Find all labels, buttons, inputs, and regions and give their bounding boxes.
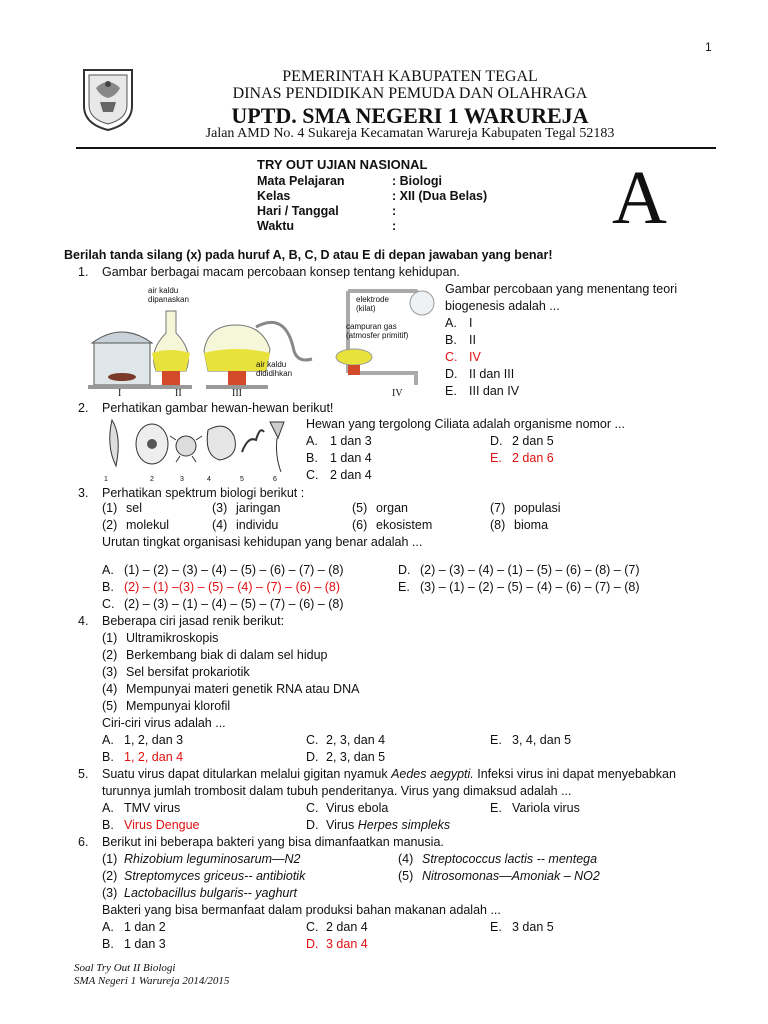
q4-item-5-text: Mempunyai klorofil <box>126 699 231 713</box>
q4-option-b-letter: B. <box>102 750 114 764</box>
q6-item-5-text: Nitrosomonas—Amoniak – NO2 <box>422 869 600 883</box>
q6-item-2-text: Streptomyces griceus-- antibiotik <box>124 869 306 883</box>
q5-option-e-text: Variola virus <box>512 801 580 815</box>
q2-option-e-text: 2 dan 6 <box>512 451 554 465</box>
q3-item-7-num: (7) <box>490 501 506 515</box>
q4-option-e[interactable] <box>490 733 572 747</box>
fig-num-2: 2 <box>150 476 154 483</box>
q3-item-5-text: organ <box>376 501 408 515</box>
q4-option-e-text: 3, 4, dan 5 <box>512 733 572 747</box>
page-number: 1 <box>705 40 712 54</box>
fig-label-electrode: elektrode (kilat) <box>356 295 389 313</box>
fig-num-1: 1 <box>104 476 108 483</box>
q6-item-5-num: (5) <box>398 869 414 883</box>
school-address: Jalan AMD No. 4 Sukareja Kecamatan Warureja Kabupaten Tegal 52183 <box>205 126 615 141</box>
q4-item-3-text: Sel bersifat prokariotik <box>126 665 250 679</box>
q6-option-a-text: 1 dan 2 <box>124 920 166 934</box>
q3-option-d-letter: D. <box>398 563 411 577</box>
q6-option-b-text: 1 dan 3 <box>124 937 166 951</box>
q6-question: Bakteri yang bisa bermanfaat dalam produksi bahan makanan adalah ... <box>102 903 501 917</box>
q3-option-e[interactable] <box>398 580 640 594</box>
q6-option-d-text: 3 dan 4 <box>326 937 368 951</box>
q6-item-4-num: (4) <box>398 852 414 866</box>
regency-logo <box>80 66 136 132</box>
q2-question: Hewan yang tergolong Ciliata adalah organisme nomor ... <box>306 417 625 431</box>
q6-item-1-num: (1) <box>102 852 118 866</box>
q4-item-4-num: (4) <box>102 682 118 696</box>
fig-num-4: 4 <box>207 476 211 483</box>
q3-option-a-letter: A. <box>102 563 114 577</box>
q5-option-b-letter: B. <box>102 818 114 832</box>
q4-item-1 <box>102 631 219 645</box>
q2-option-d-text: 2 dan 5 <box>512 434 554 448</box>
exam-version: A <box>612 156 667 240</box>
q3-item-1 <box>102 501 142 515</box>
q5-option-b-text: Virus Dengue <box>124 818 200 832</box>
q5-text-line-1 <box>102 767 676 781</box>
q4-option-b-text: 1, 2, dan 4 <box>124 750 184 764</box>
q3-option-c-text: (2) – (3) – (1) – (4) – (5) – (7) – (6) – (8) <box>124 597 344 611</box>
header-divider <box>76 147 716 149</box>
q3-option-a[interactable] <box>102 563 344 577</box>
q2-option-a[interactable] <box>306 434 372 448</box>
q3-item-2-num: (2) <box>102 518 118 532</box>
q5-text-b: Infeksi virus ini dapat menyebabkan <box>473 767 676 781</box>
fig-num-6: 6 <box>273 476 277 483</box>
field-subject-value: : Biologi <box>392 174 442 188</box>
q3-item-7 <box>490 501 561 515</box>
q1-experiment-figure <box>86 281 446 399</box>
q4-option-a-text: 1, 2, dan 3 <box>124 733 184 747</box>
school-name: UPTD. SMA NEGERI 1 WARUREJA <box>231 103 589 128</box>
q5-option-e-letter: E. <box>490 801 502 815</box>
q4-item-2-num: (2) <box>102 648 118 662</box>
q6-item-5 <box>398 869 600 883</box>
q6-option-a[interactable] <box>102 920 166 934</box>
q3-item-5 <box>352 501 408 515</box>
header-line-1: PEMERINTAH KABUPATEN TEGAL <box>282 68 538 85</box>
q6-item-3-num: (3) <box>102 886 118 900</box>
q1-option-e-letter: E. <box>445 384 457 398</box>
q1-number: 1. <box>78 265 89 279</box>
q1-option-c-text: IV <box>469 350 481 364</box>
q6-option-c-text: 2 dan 4 <box>326 920 368 934</box>
fig-num-3: 3 <box>180 476 184 483</box>
q2-option-b[interactable] <box>306 451 372 465</box>
instruction: Berilah tanda silang (x) pada huruf A, B, C, D atau E di depan jawaban yang benar! <box>64 248 553 262</box>
q6-option-c-letter: C. <box>306 920 319 934</box>
fig-roman-1: I <box>118 388 122 399</box>
q3-item-1-num: (1) <box>102 501 118 515</box>
fig-roman-4: IV <box>392 388 403 399</box>
q3-option-b-text: (2) – (1) –(3) – (5) – (4) – (7) – (6) – (8) <box>124 580 341 594</box>
q3-number: 3. <box>78 486 89 500</box>
q5-number: 5. <box>78 767 89 781</box>
q6-option-b[interactable] <box>102 937 166 951</box>
q1-question-line-2: biogenesis adalah ... <box>445 299 560 313</box>
q4-item-2 <box>102 648 328 662</box>
fig-label-heated-broth: air kaldu dipanaskan <box>148 286 189 304</box>
q4-option-a[interactable] <box>102 733 184 747</box>
q6-item-4-text: Streptococcus lactis -- mentega <box>422 852 598 866</box>
q1-option-d-letter: D. <box>445 367 458 381</box>
field-subject-label: Mata Pelajaran <box>257 174 345 188</box>
q1-option-c[interactable] <box>445 350 481 364</box>
q3-question: Urutan tingkat organisasi kehidupan yang benar adalah ... <box>102 535 423 549</box>
q4-item-3 <box>102 665 250 679</box>
q3-option-d[interactable] <box>398 563 640 577</box>
q6-item-1-text: Rhizobium leguminosarum—N2 <box>124 852 301 866</box>
footer-line-2: SMA Negeri 1 Warureja 2014/2015 <box>74 975 230 987</box>
q1-option-b[interactable] <box>445 333 476 347</box>
q6-option-d-letter: D. <box>306 937 319 951</box>
q3-option-e-text: (3) – (1) – (2) – (5) – (4) – (6) – (7) – (8) <box>420 580 640 594</box>
q2-number: 2. <box>78 401 89 415</box>
q6-option-a-letter: A. <box>102 920 114 934</box>
q3-item-3 <box>212 501 281 515</box>
q1-option-e-text: III dan IV <box>469 384 520 398</box>
q3-option-b-letter: B. <box>102 580 114 594</box>
q4-option-e-letter: E. <box>490 733 502 747</box>
q5-option-a-letter: A. <box>102 801 114 815</box>
q5-option-b[interactable] <box>102 818 200 832</box>
fig-label-gas-mixture: campuran gas (atmosfer primitif) <box>346 322 409 340</box>
q5-option-c[interactable] <box>306 801 389 815</box>
q4-item-1-num: (1) <box>102 631 118 645</box>
q6-item-4 <box>398 852 598 866</box>
q6-option-b-letter: B. <box>102 937 114 951</box>
q5-option-d-species: Herpes simpleks <box>357 818 451 832</box>
q4-question: Ciri-ciri virus adalah ... <box>102 716 226 730</box>
q4-item-4-text: Mempunyai materi genetik RNA atau DNA <box>126 682 360 696</box>
q5-text-line-2: turunnya jumlah trombosit dalam tubuh penderitanya. Virus yang dimaksud adalah ... <box>102 784 572 798</box>
q3-option-d-text: (2) – (3) – (4) – (1) – (5) – (6) – (8) – (7) <box>420 563 640 577</box>
q3-item-6-text: ekosistem <box>376 518 433 532</box>
q4-option-c-letter: C. <box>306 733 319 747</box>
q3-item-3-text: jaringan <box>236 501 281 515</box>
q4-item-1-text: Ultramikroskopis <box>126 631 219 645</box>
q3-item-4 <box>212 518 279 532</box>
q3-item-7-text: populasi <box>514 501 561 515</box>
q4-option-d-letter: D. <box>306 750 319 764</box>
q1-option-a-text: I <box>469 316 473 330</box>
q6-option-c[interactable] <box>306 920 368 934</box>
q2-option-c[interactable] <box>306 468 372 482</box>
q1-text: Gambar berbagai macam percobaan konsep tentang kehidupan. <box>102 265 460 279</box>
q5-option-d-prefix: Virus <box>326 818 358 832</box>
q4-option-b[interactable] <box>102 750 184 764</box>
q3-option-e-letter: E. <box>398 580 410 594</box>
field-class-value: : XII (Dua Belas) <box>392 189 488 203</box>
q2-option-b-letter: B. <box>306 451 318 465</box>
q5-option-a-text: TMV virus <box>124 801 181 815</box>
q3-option-b[interactable] <box>102 580 341 594</box>
q2-option-c-text: 2 dan 4 <box>330 468 372 482</box>
q4-option-c[interactable] <box>306 733 386 747</box>
q3-item-6 <box>352 518 433 532</box>
q1-option-b-text: II <box>469 333 476 347</box>
q4-item-3-num: (3) <box>102 665 118 679</box>
q6-number: 6. <box>78 835 89 849</box>
q6-option-e[interactable] <box>490 920 554 934</box>
q2-option-d[interactable] <box>490 434 554 448</box>
q3-item-2 <box>102 518 170 532</box>
q1-question-line-1: Gambar percobaan yang menentang teori <box>445 282 678 296</box>
q5-option-d[interactable] <box>306 818 451 832</box>
q6-option-d[interactable] <box>306 937 368 951</box>
q6-item-2-num: (2) <box>102 869 118 883</box>
q3-item-5-num: (5) <box>352 501 368 515</box>
q6-option-e-letter: E. <box>490 920 502 934</box>
q3-item-8 <box>490 518 549 532</box>
q6-text: Berikut ini beberapa bakteri yang bisa dimanfaatkan manusia. <box>102 835 444 849</box>
q6-item-2 <box>102 869 306 883</box>
exam-title: TRY OUT UJIAN NASIONAL <box>257 157 428 172</box>
q4-option-d-text: 2, 3, dan 5 <box>326 750 386 764</box>
q2-option-a-letter: A. <box>306 434 318 448</box>
q4-item-4 <box>102 682 360 696</box>
q3-item-4-text: individu <box>236 518 279 532</box>
q2-option-a-text: 1 dan 3 <box>330 434 372 448</box>
field-time-value: : <box>392 219 397 233</box>
fig-label-boiled-broth: air kaldu dididihkan <box>256 360 293 378</box>
q6-option-e-text: 3 dan 5 <box>512 920 554 934</box>
q5-option-d-text <box>326 818 450 832</box>
q6-item-3 <box>102 886 298 900</box>
q1-option-e[interactable] <box>445 384 520 398</box>
q5-option-a[interactable] <box>102 801 181 815</box>
q2-option-e[interactable] <box>490 451 554 465</box>
q3-item-8-text: bioma <box>514 518 549 532</box>
q3-item-8-num: (8) <box>490 518 506 532</box>
q5-option-c-text: Virus ebola <box>326 801 389 815</box>
q6-item-3-text: Lactobacillus bulgaris-- yaghurt <box>124 886 298 900</box>
q4-item-2-text: Berkembang biak di dalam sel hidup <box>126 648 328 662</box>
q4-item-5-num: (5) <box>102 699 118 713</box>
q3-option-c[interactable] <box>102 597 344 611</box>
header-line-2: DINAS PENDIDIKAN PEMUDA DAN OLAHRAGA <box>232 85 588 102</box>
q5-option-c-letter: C. <box>306 801 319 815</box>
field-class-label: Kelas <box>257 189 291 203</box>
q1-option-a-letter: A. <box>445 316 457 330</box>
q3-option-c-letter: C. <box>102 597 115 611</box>
q1-option-b-letter: B. <box>445 333 457 347</box>
q4-option-d[interactable] <box>306 750 386 764</box>
q5-option-d-letter: D. <box>306 818 319 832</box>
q3-option-a-text: (1) – (2) – (3) – (4) – (5) – (6) – (7) – (8) <box>124 563 344 577</box>
q3-item-6-num: (6) <box>352 518 368 532</box>
q2-protist-figure <box>100 416 290 476</box>
field-date-label: Hari / Tanggal <box>257 204 339 218</box>
q1-option-a[interactable] <box>445 316 473 330</box>
q2-option-d-letter: D. <box>490 434 503 448</box>
q1-option-c-letter: C. <box>445 350 458 364</box>
q3-text: Perhatikan spektrum biologi berikut : <box>102 486 305 500</box>
q2-text: Perhatikan gambar hewan-hewan berikut! <box>102 401 334 415</box>
fig-num-5: 5 <box>240 476 244 483</box>
q5-option-e[interactable] <box>490 801 580 815</box>
q2-option-e-letter: E. <box>490 451 502 465</box>
fig-roman-3: III <box>232 388 242 399</box>
q1-option-d-text: II dan III <box>469 367 515 381</box>
field-time-label: Waktu <box>257 219 295 233</box>
q6-item-1 <box>102 852 301 866</box>
q1-option-d[interactable] <box>445 367 515 381</box>
q4-number: 4. <box>78 614 89 628</box>
q2-option-b-text: 1 dan 4 <box>330 451 372 465</box>
q4-item-5 <box>102 699 231 713</box>
q5-text-a: Suatu virus dapat ditularkan melalui gigitan nyamuk <box>102 767 392 781</box>
q3-item-3-num: (3) <box>212 501 228 515</box>
fig-roman-2: II <box>175 388 182 399</box>
q4-option-a-letter: A. <box>102 733 114 747</box>
q4-text: Beberapa ciri jasad renik berikut: <box>102 614 285 628</box>
q3-item-4-num: (4) <box>212 518 228 532</box>
q2-option-c-letter: C. <box>306 468 319 482</box>
q5-species: Aedes aegypti. <box>391 767 474 781</box>
footer-line-1: Soal Try Out II Biologi <box>74 962 176 974</box>
q3-item-2-text: molekul <box>126 518 170 532</box>
q4-option-c-text: 2, 3, dan 4 <box>326 733 386 747</box>
q3-item-1-text: sel <box>126 501 142 515</box>
field-date-value: : <box>392 204 397 218</box>
